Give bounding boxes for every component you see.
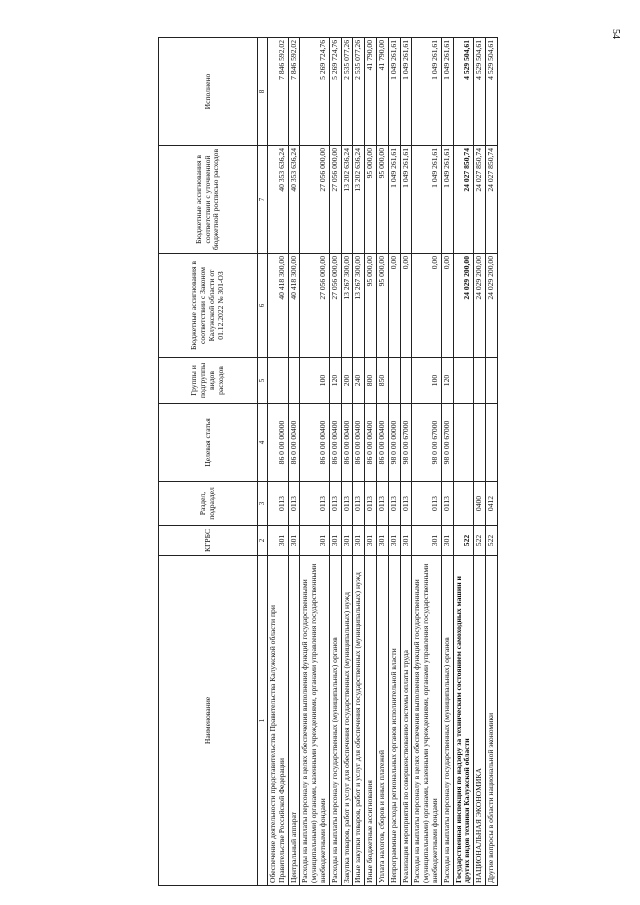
row-kgrbs: 301 xyxy=(288,526,300,556)
row-group xyxy=(400,358,412,404)
row-kgrbs: 301 xyxy=(376,526,388,556)
row-budget-law: 0,00 xyxy=(441,254,453,358)
row-name: Обеспечение деятельности представительства Правительства Калужской области при Правительстве Российской Федерации xyxy=(268,556,289,886)
row-budget-law: 0,00 xyxy=(412,254,441,358)
row-executed: 1 049 261,61 xyxy=(388,38,400,146)
col-number: 6 xyxy=(258,254,268,358)
row-group: 200 xyxy=(341,358,353,404)
row-razdel: 0113 xyxy=(441,482,453,526)
row-target: 86 0 00 00400 xyxy=(376,404,388,482)
header-budget-law: Бюджетные ассигнования в соответствии с Законом Калужской области от 01.12.2022 № 301-ОЗ xyxy=(159,254,258,358)
row-budget-refined: 24 027 850,74 xyxy=(474,146,486,254)
row-group: 120 xyxy=(329,358,341,404)
col-number: 7 xyxy=(258,146,268,254)
table-row xyxy=(400,38,412,886)
row-group xyxy=(288,358,300,404)
row-kgrbs: 301 xyxy=(365,526,377,556)
row-target: 86 0 00 00400 xyxy=(341,404,353,482)
header-razdel: Раздел, подраздел xyxy=(159,482,258,526)
row-razdel: 0113 xyxy=(268,482,289,526)
row-name: Центральный аппарат xyxy=(288,556,300,886)
row-group xyxy=(485,358,497,404)
row-budget-refined: 24 027 850,74 xyxy=(485,146,497,254)
row-budget-law: 40 418 300,00 xyxy=(288,254,300,358)
col-number: 1 xyxy=(258,556,268,886)
row-razdel: 0113 xyxy=(329,482,341,526)
header-kgrbs: КГРБС xyxy=(159,526,258,556)
row-name: Расходы на выплаты персоналу государственных (муниципальных) органов xyxy=(441,556,453,886)
header-executed: Исполнено xyxy=(159,38,258,146)
row-executed: 5 269 724,76 xyxy=(300,38,329,146)
row-razdel: 0400 xyxy=(474,482,486,526)
row-razdel xyxy=(453,482,474,526)
row-name: Другие вопросы в области национальной экономики xyxy=(485,556,497,886)
table-body xyxy=(268,38,498,886)
header-name: Наименование xyxy=(159,556,258,886)
row-razdel: 0113 xyxy=(376,482,388,526)
row-group: 100 xyxy=(300,358,329,404)
row-budget-refined: 95 000,00 xyxy=(376,146,388,254)
table-row xyxy=(474,38,486,886)
row-target: 86 0 00 00400 xyxy=(365,404,377,482)
row-kgrbs: 301 xyxy=(300,526,329,556)
header-budget-refined: Бюджетные ассигнования в соответствии с уточненной бюджетной росписью расходов xyxy=(159,146,258,254)
row-budget-refined: 24 027 850,74 xyxy=(453,146,474,254)
row-budget-refined: 27 056 000,00 xyxy=(300,146,329,254)
row-name: НАЦИОНАЛЬНАЯ ЭКОНОМИКА xyxy=(474,556,486,886)
row-target: 98 0 00 67000 xyxy=(441,404,453,482)
row-budget-law: 0,00 xyxy=(400,254,412,358)
row-executed: 2 535 077,26 xyxy=(341,38,353,146)
row-kgrbs: 522 xyxy=(453,526,474,556)
row-target xyxy=(485,404,497,482)
page-number: 54 xyxy=(610,29,621,39)
row-razdel: 0412 xyxy=(485,482,497,526)
row-razdel: 0113 xyxy=(341,482,353,526)
row-razdel: 0113 xyxy=(400,482,412,526)
row-budget-refined: 40 353 636,24 xyxy=(268,146,289,254)
row-group xyxy=(474,358,486,404)
table-row xyxy=(341,38,353,886)
row-kgrbs: 301 xyxy=(341,526,353,556)
row-name: Закупка товаров, работ и услуг для обеспечения государственных (муниципальных) нужд xyxy=(341,556,353,886)
table-row xyxy=(353,38,365,886)
row-budget-refined: 1 049 261,61 xyxy=(412,146,441,254)
row-budget-refined: 13 202 636,24 xyxy=(353,146,365,254)
row-budget-law: 27 056 000,00 xyxy=(329,254,341,358)
col-number: 4 xyxy=(258,404,268,482)
col-number: 2 xyxy=(258,526,268,556)
row-executed: 2 535 077,26 xyxy=(353,38,365,146)
row-kgrbs: 301 xyxy=(441,526,453,556)
row-target: 86 0 00 00000 xyxy=(268,404,289,482)
row-executed: 4 529 504,61 xyxy=(453,38,474,146)
table-row xyxy=(268,38,289,886)
row-executed: 5 269 724,76 xyxy=(329,38,341,146)
table-row xyxy=(365,38,377,886)
row-kgrbs: 301 xyxy=(268,526,289,556)
row-group: 240 xyxy=(353,358,365,404)
row-name: Иные бюджетные ассигнования xyxy=(365,556,377,886)
row-executed: 4 529 504,61 xyxy=(485,38,497,146)
row-budget-refined: 1 049 261,61 xyxy=(441,146,453,254)
budget-table xyxy=(158,37,498,886)
row-executed: 7 846 592,02 xyxy=(268,38,289,146)
table-row xyxy=(300,38,329,886)
table-row xyxy=(441,38,453,886)
row-target: 86 0 00 00400 xyxy=(329,404,341,482)
row-target xyxy=(453,404,474,482)
row-kgrbs: 522 xyxy=(474,526,486,556)
row-budget-law: 27 056 000,00 xyxy=(300,254,329,358)
row-budget-law: 13 267 300,00 xyxy=(353,254,365,358)
row-executed: 1 049 261,61 xyxy=(412,38,441,146)
row-name: Иные закупки товаров, работ и услуг для обеспечения государственных (муниципальных) нужд xyxy=(353,556,365,886)
col-number: 5 xyxy=(258,358,268,404)
table-header-row xyxy=(159,38,258,886)
table-row xyxy=(412,38,441,886)
row-name: Государственная инспекция по надзору за техническим состоянием самоходных машин и других видов техники Калужской области xyxy=(453,556,474,886)
row-budget-law: 24 029 200,00 xyxy=(453,254,474,358)
row-name: Уплата налогов, сборов и иных платежей xyxy=(376,556,388,886)
header-group: Группы и подгруппы видов расходов xyxy=(159,358,258,404)
row-name: Расходы на выплаты персоналу в целях обеспечения выполнения функций государственными (муниципальными) органами, казенными учреждениями, органами управления государственными внебюджетными фондами xyxy=(300,556,329,886)
row-group: 120 xyxy=(441,358,453,404)
row-name: Расходы на выплаты персоналу в целях обеспечения выполнения функций государственными (муниципальными) органами, казенными учреждениями, органами управления государственными внебюджетными фондами xyxy=(412,556,441,886)
row-target: 86 0 00 00400 xyxy=(288,404,300,482)
row-target: 98 0 00 67000 xyxy=(412,404,441,482)
row-razdel: 0113 xyxy=(353,482,365,526)
table-row xyxy=(288,38,300,886)
row-budget-refined: 40 353 636,24 xyxy=(288,146,300,254)
row-kgrbs: 522 xyxy=(485,526,497,556)
row-kgrbs: 301 xyxy=(388,526,400,556)
row-group xyxy=(268,358,289,404)
row-razdel: 0113 xyxy=(365,482,377,526)
table-row xyxy=(485,38,497,886)
row-kgrbs: 301 xyxy=(329,526,341,556)
row-kgrbs: 301 xyxy=(353,526,365,556)
row-name: Непрограммные расходы региональных органов исполнительной власти xyxy=(388,556,400,886)
row-target: 98 0 00 00000 xyxy=(388,404,400,482)
row-target xyxy=(474,404,486,482)
row-name: Расходы на выплаты персоналу государственных (муниципальных) органов xyxy=(329,556,341,886)
row-name: Реализация мероприятий по совершенствованию системы оплаты труда xyxy=(400,556,412,886)
header-target: Целевая статья xyxy=(159,404,258,482)
row-budget-law: 0,00 xyxy=(388,254,400,358)
row-group xyxy=(388,358,400,404)
row-budget-refined: 27 056 000,00 xyxy=(329,146,341,254)
table-row xyxy=(329,38,341,886)
row-group xyxy=(453,358,474,404)
column-number-row xyxy=(258,38,268,886)
row-group: 100 xyxy=(412,358,441,404)
row-budget-refined: 1 049 261,61 xyxy=(388,146,400,254)
row-budget-law: 24 029 200,00 xyxy=(485,254,497,358)
col-number: 8 xyxy=(258,38,268,146)
row-group: 850 xyxy=(376,358,388,404)
rotated-budget-table-container xyxy=(158,38,588,886)
row-executed: 1 049 261,61 xyxy=(441,38,453,146)
row-target: 98 0 00 67000 xyxy=(400,404,412,482)
row-budget-law: 95 000,00 xyxy=(376,254,388,358)
col-number: 3 xyxy=(258,482,268,526)
row-kgrbs: 301 xyxy=(412,526,441,556)
row-executed: 41 790,00 xyxy=(376,38,388,146)
row-budget-refined: 95 000,00 xyxy=(365,146,377,254)
row-razdel: 0113 xyxy=(300,482,329,526)
row-target: 86 0 00 00400 xyxy=(353,404,365,482)
row-razdel: 0113 xyxy=(412,482,441,526)
table-row xyxy=(388,38,400,886)
row-executed: 7 846 592,02 xyxy=(288,38,300,146)
table-row xyxy=(453,38,474,886)
row-executed: 4 529 504,61 xyxy=(474,38,486,146)
row-group: 800 xyxy=(365,358,377,404)
row-executed: 1 049 261,61 xyxy=(400,38,412,146)
row-target: 86 0 00 00400 xyxy=(300,404,329,482)
row-budget-refined: 1 049 261,61 xyxy=(400,146,412,254)
row-budget-law: 40 418 300,00 xyxy=(268,254,289,358)
row-executed: 41 790,00 xyxy=(365,38,377,146)
row-razdel: 0113 xyxy=(288,482,300,526)
row-budget-law: 95 000,00 xyxy=(365,254,377,358)
row-kgrbs: 301 xyxy=(400,526,412,556)
table-row xyxy=(376,38,388,886)
row-budget-refined: 13 202 636,24 xyxy=(341,146,353,254)
row-budget-law: 24 029 200,00 xyxy=(474,254,486,358)
row-budget-law: 13 267 300,00 xyxy=(341,254,353,358)
row-razdel: 0113 xyxy=(388,482,400,526)
